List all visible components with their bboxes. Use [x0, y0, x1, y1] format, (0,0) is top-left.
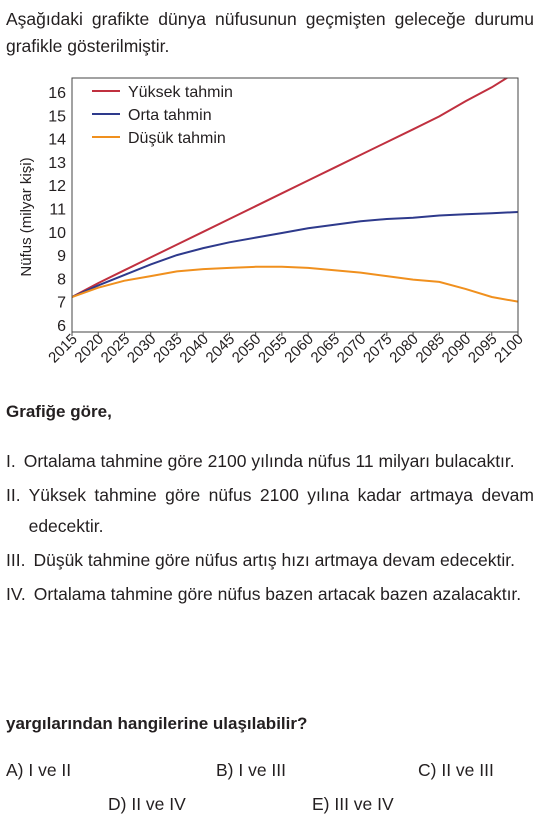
statement-number: III.	[6, 550, 26, 570]
choice-d[interactable]: D) II ve IV	[108, 794, 186, 814]
statement-text: Ortalama tahmine göre 2100 yılında nüfus 11 milyarı bulacaktır.	[23, 451, 515, 471]
y-ticks	[48, 85, 66, 335]
x-tick-label: 2015	[45, 330, 81, 367]
choice-c[interactable]: C) II ve III	[418, 760, 494, 780]
y-tick-label: 15	[48, 108, 66, 126]
x-tick-label: 2020	[71, 330, 108, 367]
question-heading: Grafiğe göre,	[6, 402, 112, 421]
x-ticks	[45, 331, 527, 367]
x-tick-label: 2030	[123, 330, 160, 367]
x-tick-label: 2025	[97, 330, 134, 367]
x-tick-label: 2080	[386, 330, 422, 367]
x-tick-label: 2085	[412, 330, 449, 367]
statement-4	[6, 579, 534, 610]
x-tick-label: 2040	[176, 330, 213, 367]
statement-number: I.	[6, 451, 16, 471]
choice-b[interactable]: B) I ve III	[216, 760, 287, 780]
statement-text: Düşük tahmine göre nüfus artış hızı artmaya devam edecektir.	[33, 550, 515, 570]
y-tick-label: 10	[48, 224, 66, 242]
choice-a[interactable]: A) I ve II	[6, 760, 72, 780]
statement-1	[6, 446, 534, 477]
intro-text: Aşağıdaki grafikte dünya nüfusunun geçmişten geleceğe durumu grafikle gösterilmiştir.	[6, 9, 534, 56]
x-tick-label: 2095	[464, 330, 501, 367]
x-tick-label: 2065	[307, 330, 344, 367]
series-lines	[72, 71, 518, 302]
y-tick-label: 16	[48, 84, 66, 102]
series-line	[72, 267, 518, 302]
legend	[92, 84, 233, 147]
x-tick-label: 2075	[360, 330, 396, 367]
statement-text: Ortalama tahmine göre nüfus bazen artacak bazen azalacaktır.	[33, 584, 522, 604]
series-line	[72, 71, 518, 297]
y-tick-label: 12	[48, 178, 66, 196]
x-tick-label: 2100	[491, 330, 527, 367]
statement-2	[6, 480, 534, 542]
x-tick-label: 2090	[438, 330, 475, 367]
legend-label: Orta tahmin	[128, 107, 212, 124]
legend-label: Yüksek tahmin	[128, 84, 233, 101]
x-tick-label: 2060	[281, 330, 317, 367]
statement-text: Yüksek tahmine göre nüfus 2100 yılına kadar artmaya devam edecektir.	[28, 485, 534, 536]
population-chart	[0, 70, 540, 400]
choice-e[interactable]: E) III ve IV	[312, 794, 394, 814]
question-prompt: yargılarından hangilerine ulaşılabilir?	[6, 714, 308, 733]
statement-3	[6, 545, 534, 576]
statement-list	[6, 446, 534, 613]
x-tick-label: 2045	[202, 330, 239, 367]
y-axis-label-group	[18, 157, 35, 276]
y-tick-label: 14	[48, 131, 66, 149]
y-tick-label: 6	[57, 318, 66, 336]
y-axis-label: Nüfus (milyar kişi)	[18, 157, 35, 277]
y-tick-label: 9	[57, 248, 66, 266]
x-tick-label: 2055	[255, 330, 291, 367]
statement-number: II.	[6, 485, 21, 505]
y-tick-label: 13	[48, 154, 66, 172]
x-tick-label: 2070	[333, 330, 370, 367]
y-tick-label: 8	[57, 271, 66, 289]
x-tick-label: 2035	[150, 330, 186, 367]
legend-label: Düşük tahmin	[128, 130, 226, 147]
statement-number: IV.	[6, 584, 26, 604]
x-tick-label: 2050	[228, 330, 265, 367]
y-tick-label: 7	[57, 294, 66, 312]
y-tick-label: 11	[49, 201, 66, 219]
